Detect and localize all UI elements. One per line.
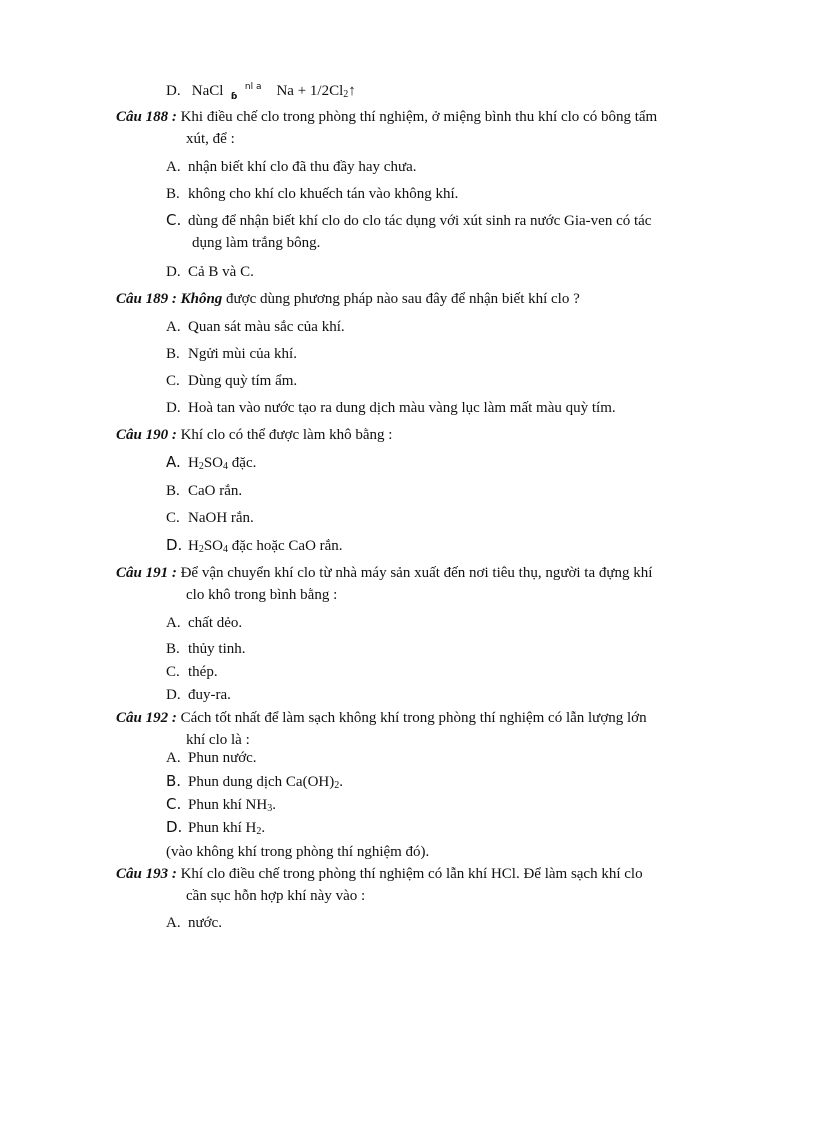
q190-option-c: C. NaOH rắn. [166, 510, 254, 526]
q192-note: (vào không khí trong phòng thí nghiệm đó). [166, 844, 430, 860]
question-191: Câu 191 : Để vận chuyển khí clo từ nhà máy sản xuất đến nơi tiêu thụ, người ta đựng khí clo khô trong bình bằng : [116, 565, 653, 603]
q191-option-b: B. thủy tinh. [166, 641, 246, 657]
q188-option-d: D. Cả B và C. [166, 264, 254, 280]
q193-option-a: A. nước. [166, 915, 222, 931]
q192-option-b: B. Phun dung dịch $Ca(OH)_2$. [166, 772, 343, 791]
q189-option-a: A. Quan sát màu sắc của khí. [166, 319, 345, 335]
q192-option-c: C. Phun khí $NH_3$. [166, 795, 276, 814]
q190-option-d: D. $H_2SO_4$ đặc hoặc CaO rắn. [166, 536, 343, 555]
q190-option-a: A. $H_2SO_4$ đặc. [166, 453, 257, 472]
question-189: Câu 189 : Không được dùng phương pháp nào sau đây để nhận biết khí clo ? [116, 291, 580, 307]
question-192: Câu 192 : Cách tốt nhất để làm sạch không khí trong phòng thí nghiệm có lẫn lượng lớn khí clo là : [116, 710, 647, 748]
q187-option-d: D. NaCl $_ɓ$ $^{nl a}$ $Na + 1/2Cl_2↑$ [166, 82, 356, 102]
reaction-condition-sub: ɓ [230, 92, 238, 102]
q188-option-a: A. nhận biết khí clo đã thu đầy hay chưa. [166, 159, 417, 175]
reaction-condition-sup: nl a [244, 82, 262, 92]
q189-option-c: C. Dùng quỳ tím ẩm. [166, 373, 298, 389]
q189-option-b: B. Ngửi mùi của khí. [166, 346, 297, 362]
question-190: Câu 190 : Khí clo có thể được làm khô bằng : [116, 427, 393, 443]
q192-option-a: A. Phun nước. [166, 750, 257, 766]
question-193: Câu 193 : Khí clo điều chế trong phòng thí nghiệm có lẫn khí HCl. Để làm sạch khí clo cần sục hỗn hợp khí này vào : [116, 866, 643, 904]
q188-option-b: B. không cho khí clo khuếch tán vào không khí. [166, 186, 459, 202]
q190-option-b: B. CaO rắn. [166, 483, 243, 499]
question-188: Câu 188 : Khi điều chế clo trong phòng thí nghiệm, ở miệng bình thu khí clo có bông tẩm xút, để : [116, 109, 658, 147]
q191-option-d: D. đuy-ra. [166, 687, 231, 703]
q191-option-a: A. chất dẻo. [166, 615, 243, 631]
q189-option-d: D. Hoà tan vào nước tạo ra dung dịch màu vàng lục làm mất màu quỳ tím. [166, 400, 616, 416]
q191-option-c: C. thép. [166, 664, 218, 680]
q192-option-d: D. Phun khí $H_2$. [166, 818, 266, 837]
gas-arrow-icon: ↑ [348, 83, 356, 99]
keyword-not: Không [180, 291, 223, 307]
q188-option-c: C. dùng để nhận biết khí clo do clo tác dụng với xút sinh ra nước Gia-ven có tác dụng làm trắng bông. [166, 211, 652, 251]
